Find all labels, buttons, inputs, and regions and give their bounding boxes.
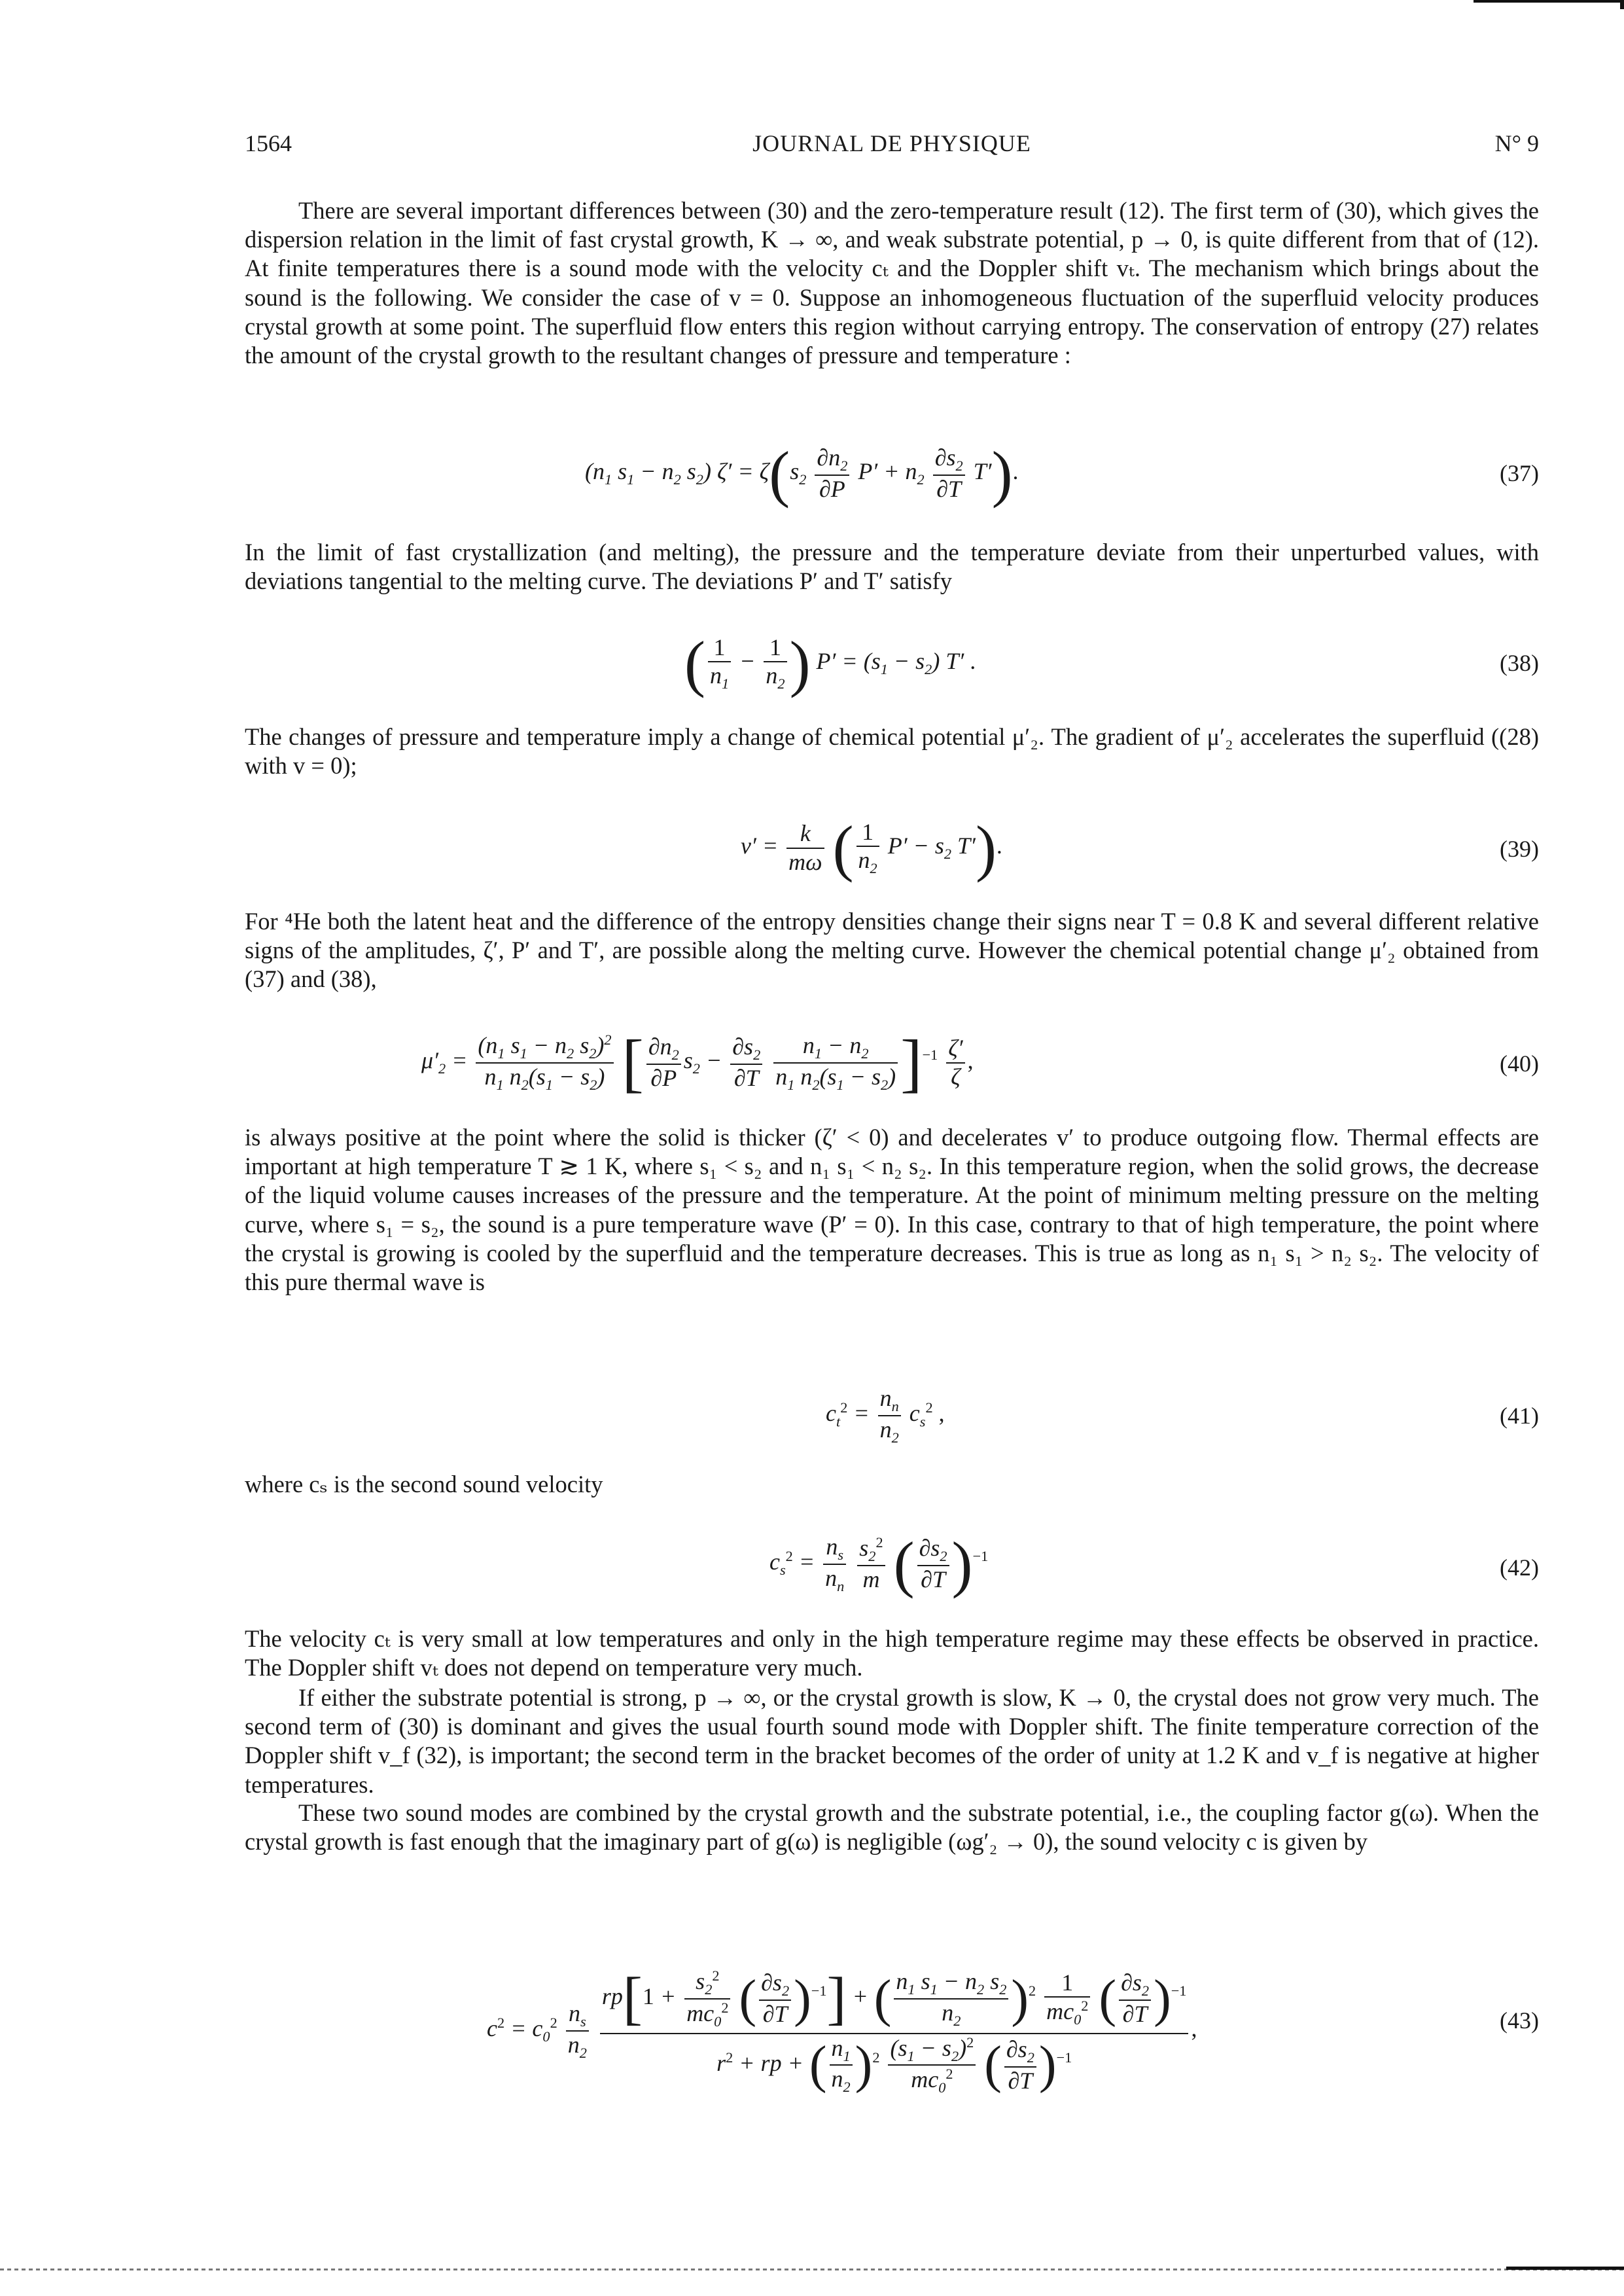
issue-number: N° 9 (1494, 130, 1539, 156)
equation-39: v′ = $\frac{k}{m\omega}$ ( $\frac{1}{n_2}$ $P' - s_2$ T′). (39) (741, 813, 1539, 883)
equation-37: ($n_1$ $s_1 - n_2$ $s_2$) $\zeta' = \zeta(s_2$ $\frac{\partial n_2}{\partial P}$ $P' + n_2$ $\frac{\partial s_2}{\partial T}$ T′). (37) (585, 439, 1539, 509)
paragraph-8: If either the substrate potential is strong, p → ∞, or the crystal growth is slow, K → 0, the crystal does not grow very much. The second term of (30) is dominant and gives the usual fourth sound mode with Doppler shift. The finite temperature correction of the Doppler shift v_f (32), is important; the second term in the bracket becomes of the order of unity at 1.2 K and v_f is negative at higher temperatures. (245, 1684, 1539, 1798)
running-header (245, 130, 1539, 162)
equation-number-39: (39) (1500, 836, 1539, 862)
equation-number-43: (43) (1500, 2007, 1539, 2034)
bottom-rule (1506, 2267, 1624, 2270)
paragraph-2: In the limit of fast crystallization (and melting), the pressure and the temperature deviate from their unperturbed values, with deviations tangential to the melting curve. The deviations P′ and T′ satisfy (245, 539, 1539, 595)
top-rule-corner (1620, 3, 1624, 9)
equation-number-42: (42) (1500, 1554, 1539, 1581)
equation-42: $c_s^2$ = $\frac{n_s}{n_n}$ $\frac{s_2^2}{m}$ ( $\frac{\partial s_2}{\partial T}$ )$^{-1}$ (42) (769, 1529, 1539, 1599)
equation-40: $\mu'_2$ = $\frac{(n_1 s_1 - n_2 s_2)^2}{n_1 n_2(s_1 - s_2)}$ [ $\frac{\partial n_2}{\partial P}$ $s_2$ − $\frac{\partial s_2}{\partial T}$ $\frac{n_1 - n_2}{n_1 n_2(s_1 - s_2)}$ ]$^{-1}$ $\frac{\zeta'}{\zeta}$ , (40) (421, 1026, 1539, 1099)
journal-title: JOURNAL DE PHYSIQUE (752, 130, 1031, 156)
paragraph-9: These two sound modes are combined by the crystal growth and the substrate potential, i.e., the coupling factor g(ω). When the crystal growth is fast enough that the imaginary part of g(ω) is negligible (ωg′₂ → 0), the sound velocity c is given by (245, 1799, 1539, 1856)
equation-number-38: (38) (1500, 650, 1539, 676)
paragraph-6: where cₛ is the second sound velocity (245, 1471, 603, 1498)
equation-43: $c^2 = c_0^2$ $\frac{n_s}{n_2}$ rp[1 + $\frac{s_2^2}{mc_0^2}$ ( $\frac{\partial s_2}{\partial T}$ )$^{-1}$] + ( $\frac{n_1 s_1 - n_2 s_2}{n_2}$ )$^2$ $\frac{1}{mc_0^2}$ ( $\frac{\partial s_2}{\partial T}$ )$^{-1}$ $r^2$ + rp + ( $\frac{n_1}{n_2}$ )$^2$ $\frac{(s_1 - s_2)^2}{mc_0^2}$ ( $\frac{\partial s_2}{\partial T}$ )$^{-1}$ , (43) (487, 1966, 1539, 2096)
top-rule (1474, 0, 1624, 3)
paragraph-5: is always positive at the point where the solid is thicker (ζ′ < 0) and decelerates v′ to produce outgoing flow. Thermal effects are important at high temperature T ≳ 1 K, where s₁ < s₂ and n₁ s₁ < n₂ s₂. In this temperature region, when the solid grows, the decrease of the liquid volume causes increases of the pressure and the temperature. At the point of minimum melting pressure on the melting curve, where s₁ = s₂, the sound is a pure temperature wave (P′ = 0). In this case, contrary to that of high temperature, the point where the crystal is growing is cooled by the superfluid and the temperature decreases. This is true as long as n₁ s₁ > n₂ s₂. The velocity of this pure thermal wave is (245, 1124, 1539, 1296)
equation-number-40: (40) (1500, 1050, 1539, 1077)
equation-number-41: (41) (1500, 1403, 1539, 1429)
equation-41: $c_t^2$ = $\frac{n_n}{n_2}$ $c_s^2$ , (41) (826, 1385, 1539, 1446)
paragraph-1: There are several important differences between (30) and the zero-temperature result (12). The first term of (30), which gives the dispersion relation in the limit of fast crystal growth, K → ∞, and weak substrate potential, p → 0, is quite different from that of (12). At finite temperatures there is a sound mode with the velocity cₜ and the Doppler shift vₜ. The mechanism which brings about the sound is the following. We consider the case of v = 0. Suppose an inhomogeneous fluctuation of the superfluid velocity produces crystal growth at some point. The superfluid flow enters this region without carrying entropy. The conservation of entropy (27) relates the amount of the crystal growth to the resultant changes of pressure and temperature : (245, 197, 1539, 369)
paragraph-7: The velocity cₜ is very small at low temperatures and only in the high temperature regime may these effects be observed in practice. The Doppler shift vₜ does not depend on temperature very much. (245, 1625, 1539, 1681)
equation-number-37: (37) (1500, 460, 1539, 486)
paragraph-3: The changes of pressure and temperature imply a change of chemical potential μ′₂. The gradient of μ′₂ accelerates the superfluid ((28) with v = 0); (245, 723, 1539, 780)
paragraph-4: For ⁴He both the latent heat and the difference of the entropy densities change their signs near T = 0.8 K and several different relative signs of the amplitudes, ζ′, P′ and T′, are possible along the melting curve. However the chemical potential change μ′₂ obtained from (37) and (38), (245, 908, 1539, 993)
bottom-dashed-rule (0, 2269, 1624, 2270)
page-number: 1564 (245, 130, 292, 156)
equation-38: ( $\frac{1}{n_1}$ − $\frac{1}{n_2}$ ) $P' = (s_1 - s_2)$ T′ . (38) (684, 628, 1539, 698)
